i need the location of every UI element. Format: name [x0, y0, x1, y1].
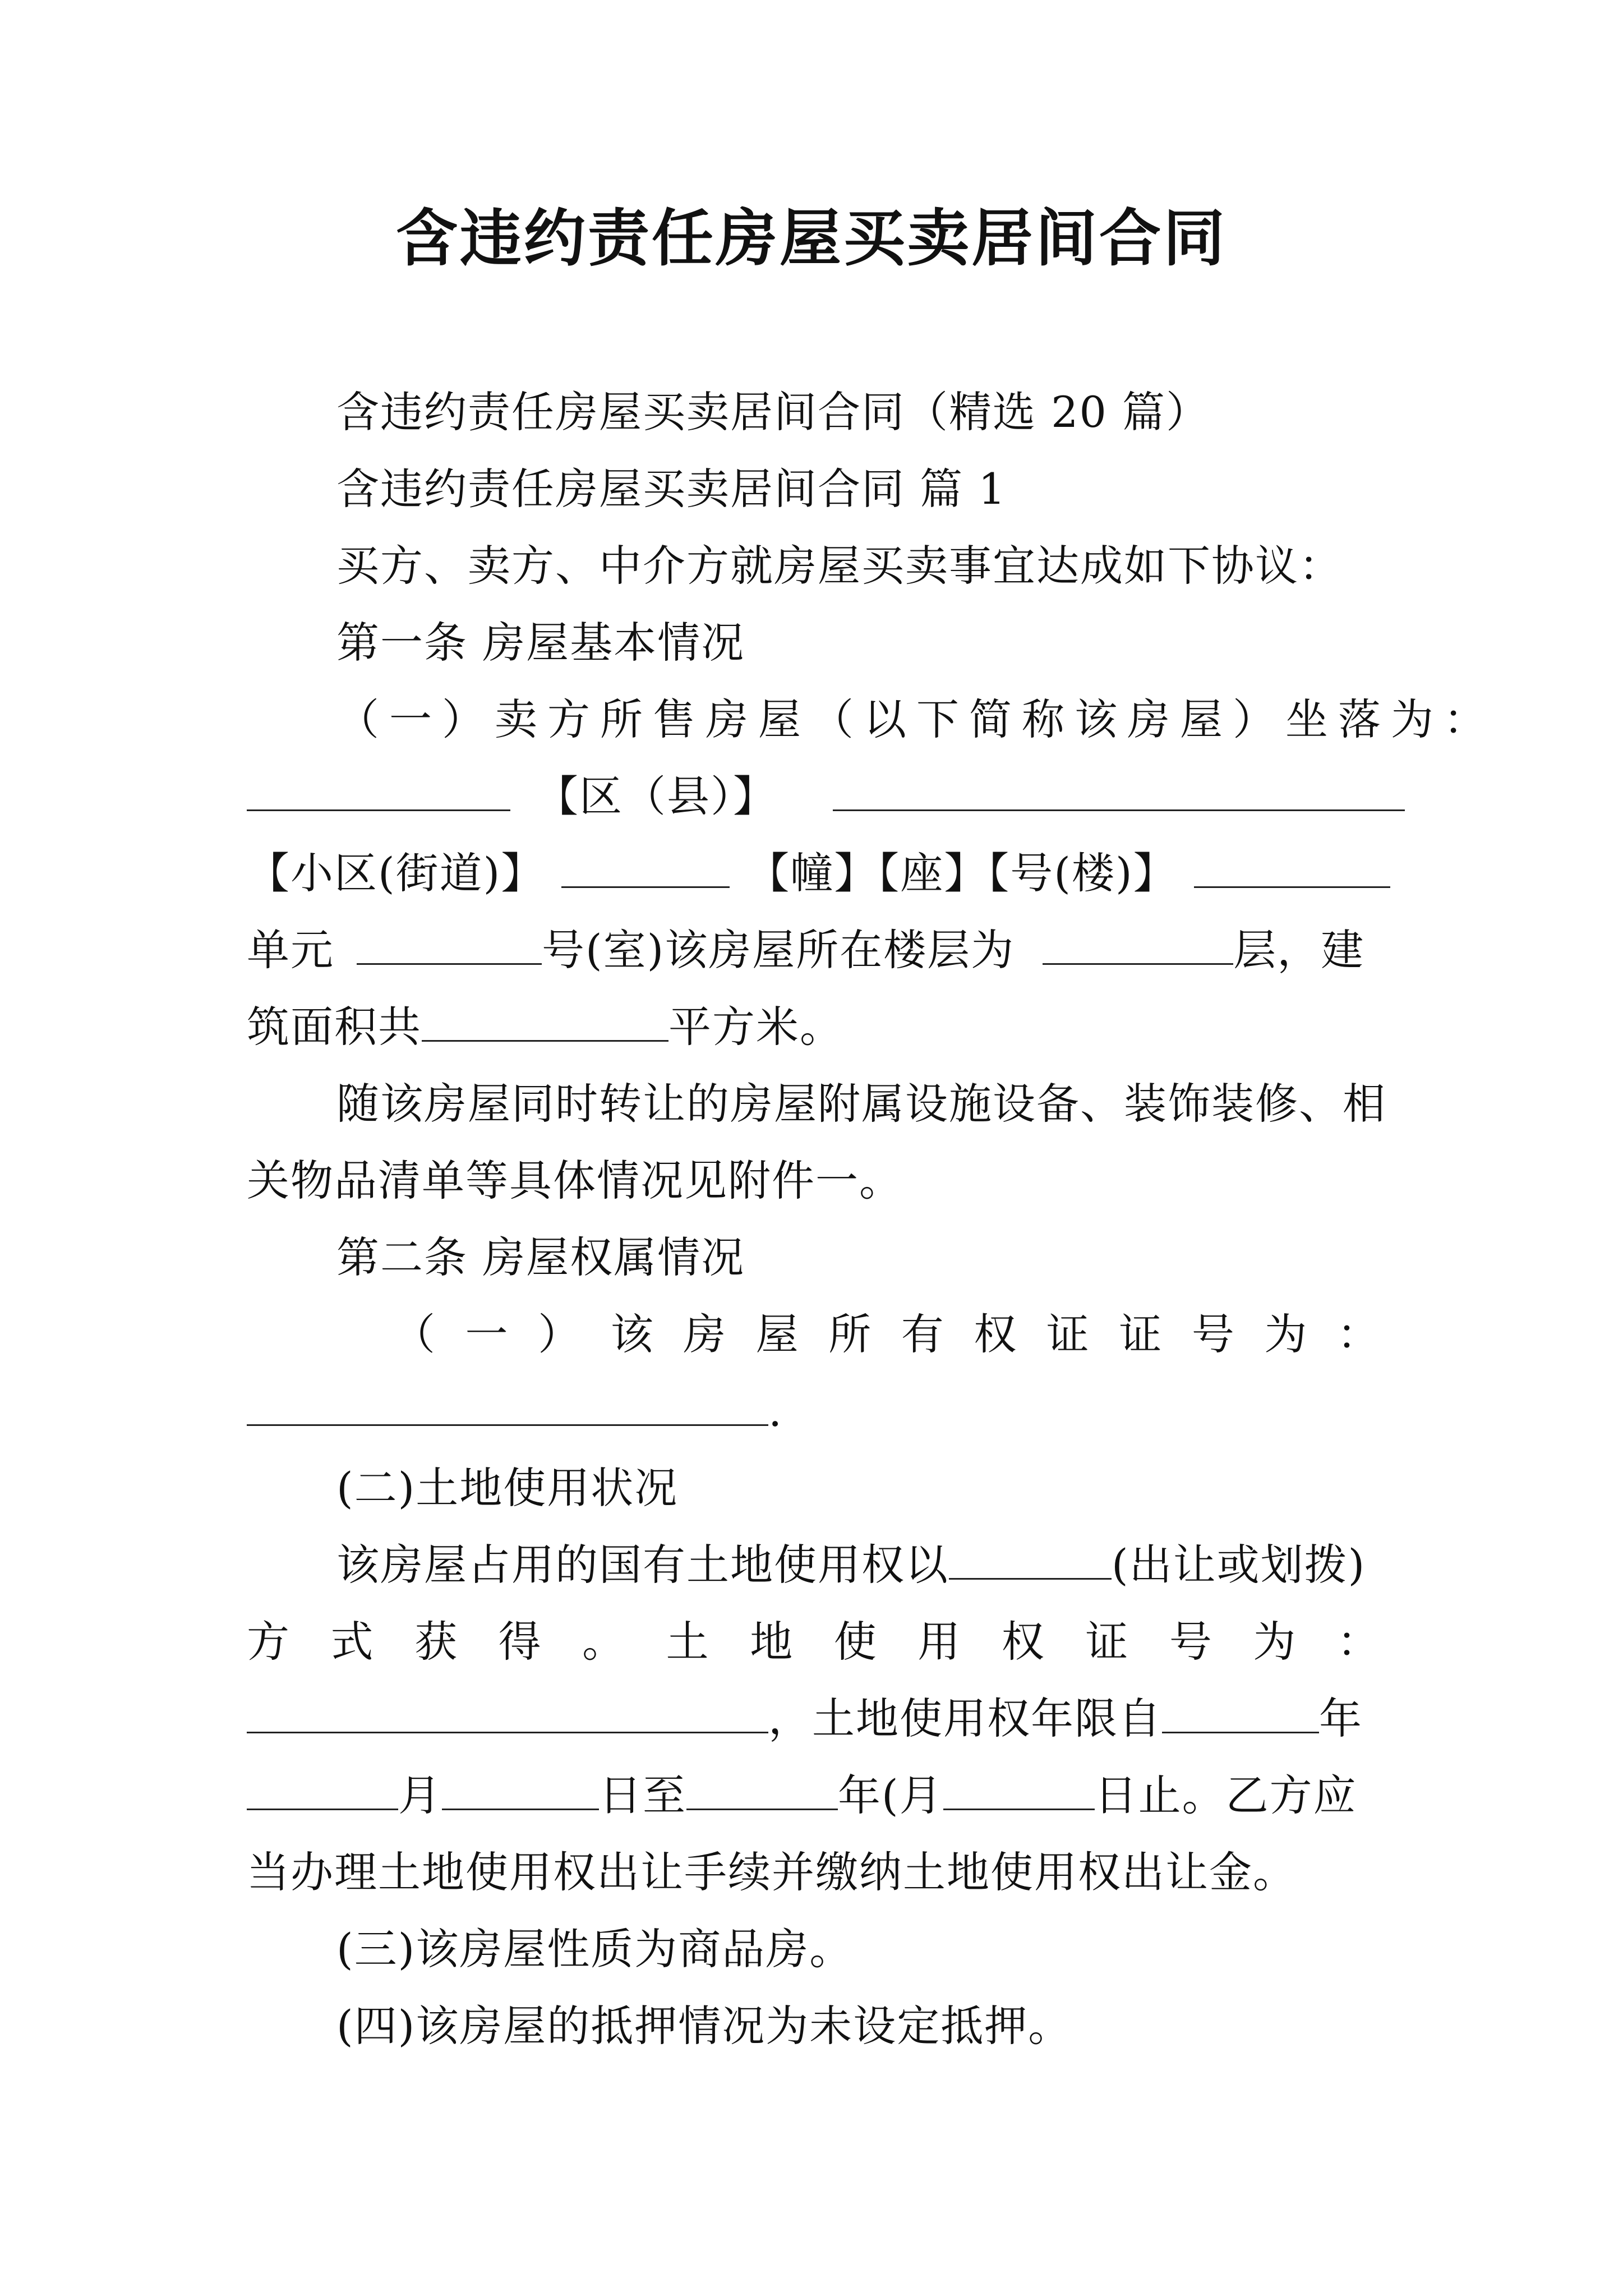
blank-field [833, 770, 1405, 811]
char: 房 [683, 1309, 726, 1359]
article1-item1-lead: （一）卖方所售房屋（以下简称该房屋）坐落为： [336, 694, 1496, 744]
land-line3 [247, 1691, 1363, 1747]
char: ： [1336, 1617, 1380, 1667]
char: 权 [974, 1309, 1017, 1359]
char: 得 [498, 1617, 541, 1667]
char: ： [1336, 1309, 1380, 1359]
unit-label: 单元 [247, 925, 334, 975]
char: 。 [582, 1617, 625, 1667]
char: 证 [1046, 1309, 1089, 1359]
land-line4 [247, 1768, 1357, 1824]
land-line5: 当办理土地使用权出让手续并缴纳土地使用权出让金。 [247, 1847, 1297, 1897]
year-label: 年 [1319, 1694, 1363, 1743]
address-line-unit [247, 922, 1364, 978]
community-label: 【小区(街道)】 [247, 848, 545, 898]
char: （ [393, 1309, 435, 1359]
building-label: 【幢】【座】【号(楼)】 [746, 848, 1177, 898]
blank-field [1194, 847, 1390, 888]
blank-field [357, 924, 542, 965]
land-text-a: 该房屋占用的国有土地使用权以 [336, 1540, 949, 1590]
char: ） [538, 1309, 581, 1359]
month-label: 月 [398, 1770, 442, 1820]
attached-items-line2: 关物品清单等具体情况见附件一。 [247, 1156, 903, 1205]
land-line2 [247, 1614, 1380, 1670]
char: 获 [414, 1617, 458, 1667]
attached-items-line1: 随该房屋同时转让的房屋附属设施设备、装饰装修、相 [336, 1079, 1386, 1129]
article1-heading: 第一条 房屋基本情况 [336, 618, 745, 668]
section-heading: 含违约责任房屋买卖居间合同 篇 1 [336, 464, 1007, 514]
blank-field [247, 1692, 768, 1733]
land-term-text: ，土地使用权年限自 [768, 1694, 1162, 1743]
char: 地 [750, 1617, 793, 1667]
address-line-community [247, 845, 1390, 901]
floor-suffix: 层，建 [1233, 925, 1365, 975]
char: 土 [666, 1617, 709, 1667]
article2-item3: (三)该房屋性质为商品房。 [336, 1924, 854, 1974]
article2-item1 [393, 1306, 1380, 1363]
document-title: 含违约责任房屋买卖居间合同 [396, 202, 1227, 274]
document-subtitle: 含违约责任房屋买卖居间合同（精选 20 篇） [336, 387, 1210, 437]
room-floor-text: 号(室)该房屋所在楼层为 [542, 925, 1015, 975]
area-suffix: 平方米。 [668, 1002, 843, 1052]
article2-item4: (四)该房屋的抵押情况为未设定抵押。 [336, 2001, 1072, 2051]
char: 所 [828, 1309, 872, 1359]
char: 证 [1119, 1309, 1162, 1359]
intro-paragraph: 买方、卖方、中介方就房屋买卖事宜达成如下协议： [336, 541, 1343, 591]
area-prefix: 筑面积共 [247, 1002, 422, 1052]
char: 用 [917, 1617, 961, 1667]
end-text: 日止。乙方应 [1094, 1770, 1357, 1820]
char: 一 [465, 1309, 508, 1359]
day-to-label: 日至 [599, 1770, 686, 1820]
area-line [247, 999, 843, 1055]
char: 屋 [755, 1309, 799, 1359]
certificate-number-line [247, 1383, 783, 1439]
blank-field [561, 847, 730, 888]
blank-field [1162, 1692, 1319, 1733]
article2-heading: 第二条 房屋权属情况 [336, 1232, 745, 1282]
char: 式 [330, 1617, 374, 1667]
char: 为 [1264, 1309, 1307, 1359]
blank-field [247, 1385, 768, 1426]
blank-field [1043, 924, 1233, 965]
year-open-label: 年(月 [838, 1770, 943, 1820]
blank-field [442, 1769, 599, 1810]
blank-field [686, 1769, 838, 1810]
blank-field [247, 1769, 398, 1810]
char: 方 [247, 1617, 289, 1667]
char: 使 [833, 1617, 877, 1667]
char: 为 [1253, 1617, 1296, 1667]
char: 该 [610, 1309, 653, 1359]
district-label: 【区（县）】 [536, 771, 777, 821]
period: . [768, 1386, 783, 1436]
address-line-district [247, 769, 1405, 825]
char: 权 [1001, 1617, 1044, 1667]
char: 号 [1169, 1617, 1212, 1667]
blank-field [949, 1539, 1112, 1580]
land-text-b: (出让或划拨) [1112, 1540, 1366, 1590]
article2-item2: (二)土地使用状况 [336, 1463, 679, 1513]
land-line1 [336, 1537, 1366, 1593]
char: 号 [1191, 1309, 1234, 1359]
blank-field [247, 770, 510, 811]
char: 有 [901, 1309, 944, 1359]
blank-field [422, 1001, 668, 1042]
blank-field [943, 1769, 1095, 1810]
char: 证 [1085, 1617, 1128, 1667]
